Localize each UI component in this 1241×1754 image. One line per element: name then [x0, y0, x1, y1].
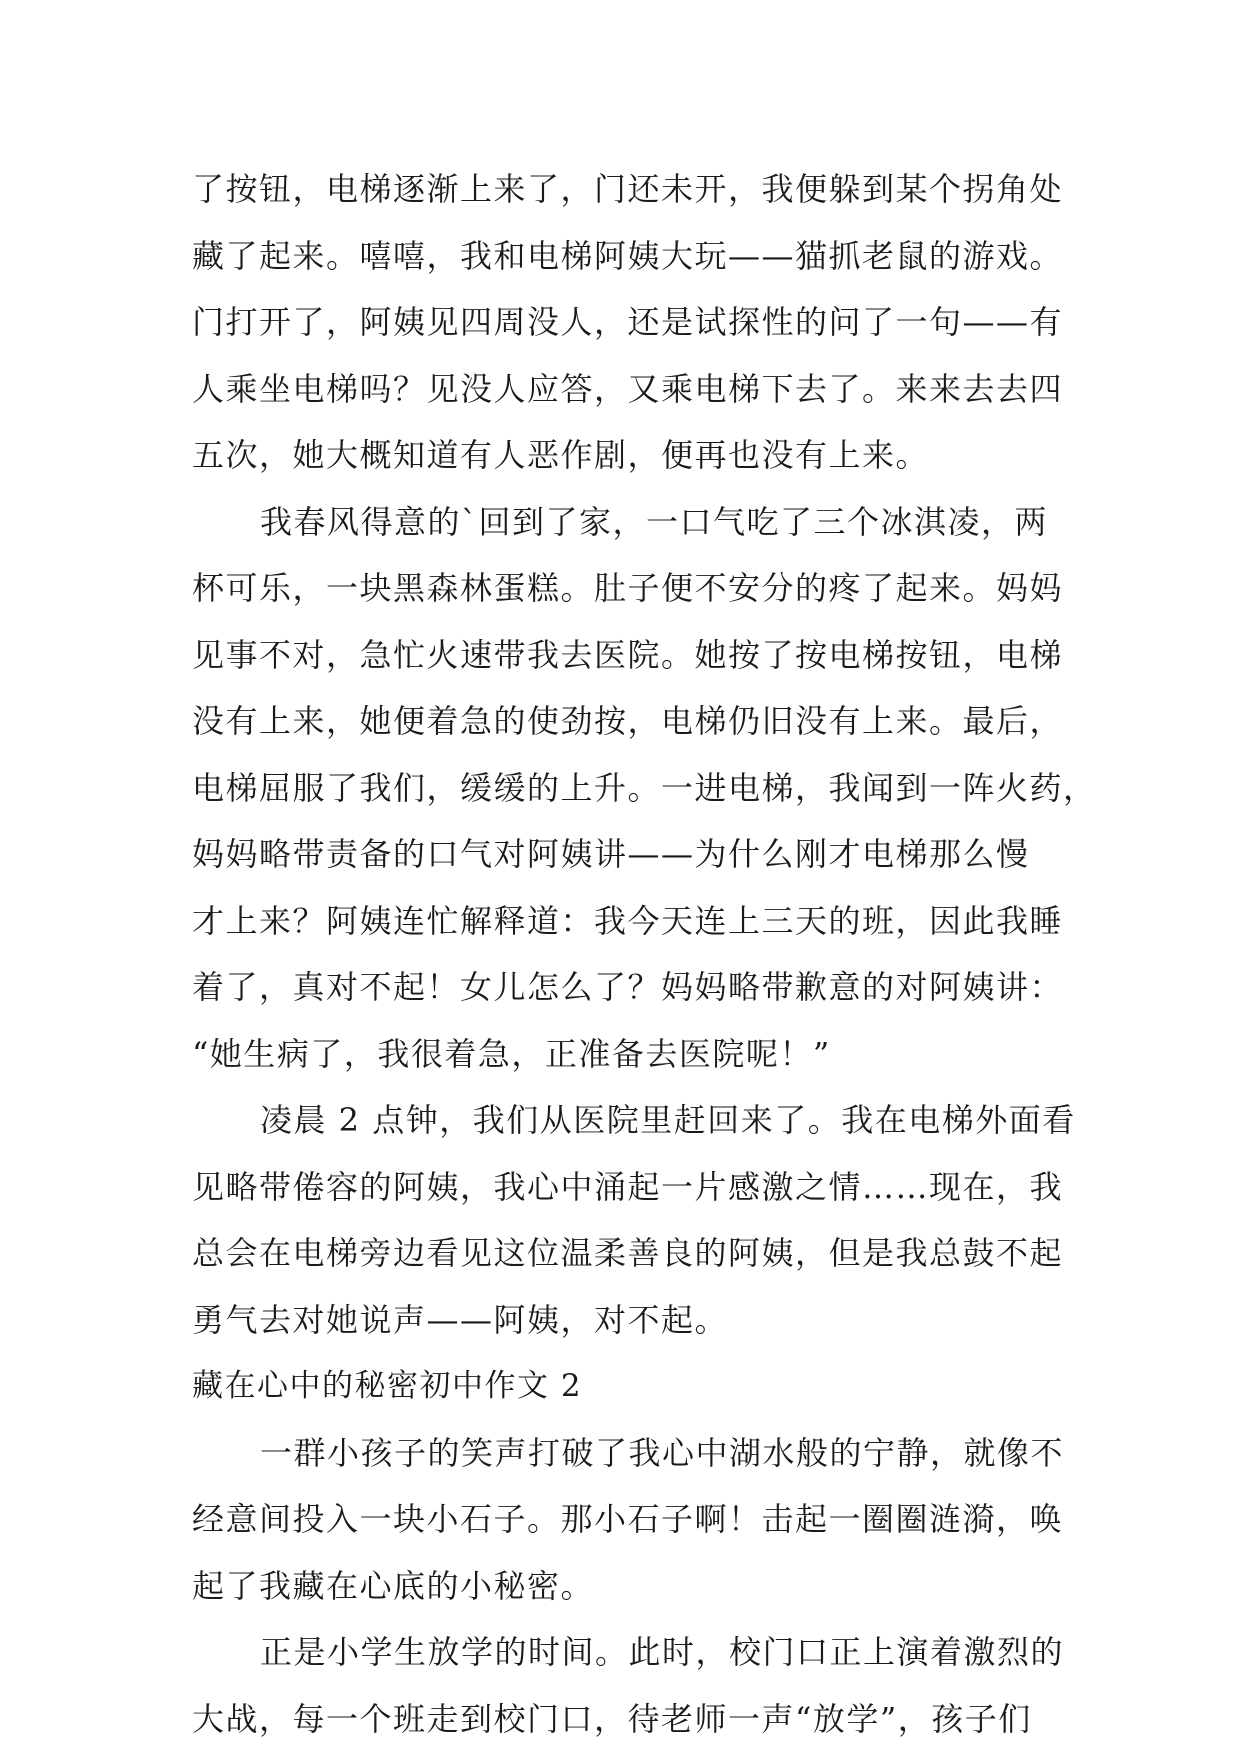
- text-line: 我春风得意的`回到了家，一口气吃了三个冰淇凌，两: [260, 502, 1049, 541]
- text-line: 五次，她大概知道有人恶作剧，便再也没有上来。: [192, 436, 930, 474]
- text-line: “她生病了，我很着急，正准备去医院呢！”: [192, 1034, 831, 1073]
- document-body: [192, 156, 1097, 1752]
- text-line: 见略带倦容的阿姨，我心中涌起一片感激之情……现在，我: [192, 1167, 1064, 1206]
- text-line: 凌晨 2 点钟，我们从医院里赶回来了。我在电梯外面看: [260, 1101, 1076, 1139]
- text-line: 正是小学生放学的时间。此时，校门口正上演着激烈的: [260, 1633, 1065, 1671]
- text-line: 见事不对，急忙火速带我去医院。她按了按电梯按钮，电梯: [192, 635, 1064, 674]
- text-line: 电梯屈服了我们，缓缓的上升。一进电梯，我闻到一阵火药，: [192, 768, 1097, 807]
- text-line: 起了我藏在心底的小秘密。: [192, 1566, 595, 1605]
- text-line: 着了，真对不起！女儿怎么了？妈妈略带歉意的对阿姨讲：: [192, 968, 1064, 1006]
- text-line: 一群小孩子的笑声打破了我心中湖水般的宁静，就像不: [260, 1433, 1065, 1472]
- text-line: 杯可乐，一块黑森林蛋糕。肚子便不安分的疼了起来。妈妈: [192, 569, 1064, 607]
- text-line: 人乘坐电梯吗？见没人应答，又乘电梯下去了。来来去去四: [192, 369, 1064, 408]
- text-line: 妈妈略带责备的口气对阿姨讲——为什么刚才电梯那么慢: [192, 835, 1030, 873]
- text-line: 经意间投入一块小石子。那小石子啊！击起一圈圈涟漪，唤: [192, 1500, 1064, 1538]
- text-line: 了按钮，电梯逐渐上来了，门还未开，我便躲到某个拐角处: [192, 170, 1064, 208]
- text-line: 才上来？阿姨连忙解释道：我今天连上三天的班，因此我睡: [192, 901, 1064, 940]
- text-line: 门打开了，阿姨见四周没人，还是试探性的问了一句——有: [192, 303, 1064, 341]
- text-line: 藏了起来。嘻嘻，我和电梯阿姨大玩——猫抓老鼠的游戏。: [192, 236, 1064, 275]
- section-heading: 藏在心中的秘密初中作文 2: [192, 1368, 583, 1404]
- text-line: 没有上来，她便着急的使劲按，电梯仍旧没有上来。最后，: [192, 702, 1064, 740]
- text-line: 大战，每一个班走到校门口，待老师一声“放学”，孩子们: [192, 1699, 1032, 1738]
- text-line: 勇气去对她说声——阿姨，对不起。: [192, 1300, 729, 1339]
- text-line: 总会在电梯旁边看见这位温柔善良的阿姨，但是我总鼓不起: [192, 1234, 1064, 1272]
